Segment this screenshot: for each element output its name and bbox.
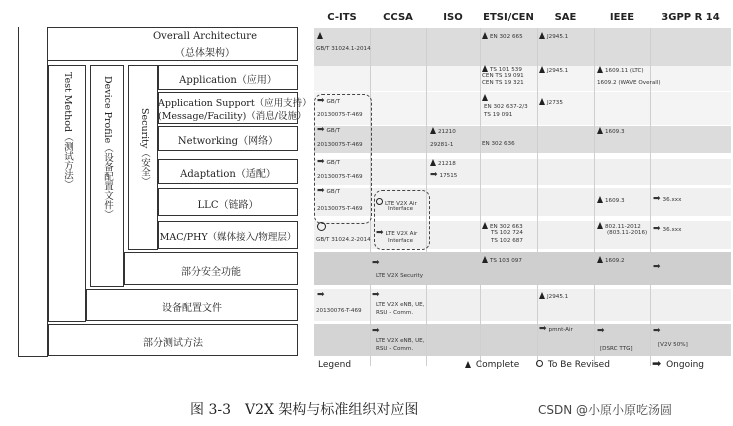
legend-complete-label: Complete	[475, 360, 520, 370]
cell-dev-cits: 20130076-T-469	[316, 308, 362, 314]
legend-revised	[536, 360, 610, 370]
cell-net-cits-2: 20130075-T-469	[317, 142, 363, 148]
cell-test-ccsa-arrow	[372, 328, 382, 336]
cell-text: J2945.1	[547, 294, 569, 300]
cell-llc-cits-2: 20130075-T-469	[317, 206, 363, 212]
legend-complete	[465, 360, 519, 370]
cell-appsup-etsi-2: EN 302 637-2/3	[484, 104, 528, 110]
cell-sec-ieee	[597, 256, 625, 265]
ongoing-arrow-icon: ➡	[317, 125, 325, 135]
cell-app-ieee	[597, 66, 644, 75]
layer-application-label: Application（应用）	[179, 75, 277, 86]
header-ccsa: CCSA	[383, 12, 413, 23]
header-3gpp: 3GPP R 14	[661, 12, 720, 23]
complete-triangle-icon	[430, 159, 436, 166]
device-profile-label: Device Profile（设备配置文件）	[102, 76, 113, 220]
legend-ongoing-label: Ongoing	[666, 360, 705, 370]
ongoing-arrow-icon: ➡	[653, 262, 661, 272]
cell-text: EN 302 665	[490, 34, 523, 40]
cell-sec-etsi	[482, 256, 522, 265]
cell-app-ieee-2: 1609.2 (WAVE Overall)	[597, 80, 661, 86]
cell-adapt-cits	[317, 159, 340, 167]
cell-dev-cits-arrow	[317, 292, 327, 300]
cell-net-ieee	[597, 127, 625, 136]
cell-appsup-cits	[317, 98, 340, 106]
complete-triangle-icon	[482, 222, 488, 229]
complete-triangle-icon	[482, 94, 488, 101]
cell-mac-3gpp	[653, 226, 681, 234]
device-config-label: 设备配置文件	[162, 303, 222, 314]
cell-appsup-etsi	[482, 94, 490, 103]
complete-triangle-icon	[597, 127, 603, 134]
cell-sec-3gpp-arrow	[653, 264, 663, 272]
ongoing-arrow-icon: ➡	[653, 194, 661, 204]
ongoing-arrow-icon: ➡	[539, 324, 547, 334]
cell-mac-etsi-3: TS 102 687	[491, 238, 523, 244]
legend-ongoing	[652, 357, 705, 370]
ongoing-arrow-icon: ➡	[317, 96, 325, 106]
cell-test-3gpp: [V2V 50%]	[658, 342, 688, 348]
header-ieee: IEEE	[609, 12, 635, 23]
cell-mac-ccsa	[376, 230, 417, 238]
test-part-label: 部分测试方法	[143, 338, 203, 349]
cell-overall-cits	[317, 32, 325, 41]
complete-triangle-icon	[482, 65, 488, 72]
test-method-label: Test Method（测试方法）	[62, 72, 73, 190]
complete-triangle-icon	[317, 32, 323, 39]
cell-llc-ieee	[597, 196, 625, 205]
complete-triangle-icon	[539, 98, 545, 105]
cell-sec-ccsa-arrow	[372, 260, 382, 268]
cell-app-sae	[539, 66, 568, 75]
complete-triangle-icon	[465, 361, 471, 368]
ongoing-arrow-icon: ➡	[372, 326, 380, 336]
ongoing-arrow-icon: ➡	[372, 258, 380, 268]
cell-text: 36.xxx	[662, 197, 682, 203]
cell-text: 21218	[438, 161, 456, 167]
band-networking	[314, 126, 731, 153]
band-security	[314, 252, 731, 285]
cell-net-iso	[430, 127, 456, 136]
complete-triangle-icon	[597, 66, 603, 73]
cell-text: 1609.3	[605, 198, 625, 204]
cell-dev-ccsa: LTE V2X eNB, UE,	[376, 302, 425, 308]
complete-triangle-icon	[430, 127, 436, 134]
ongoing-arrow-icon: ➡	[653, 326, 661, 336]
cell-net-iso-2: 29281-1	[430, 142, 454, 148]
cell-net-cits	[317, 127, 340, 135]
complete-triangle-icon	[539, 292, 545, 299]
revised-circle-icon	[317, 222, 326, 231]
header-sae: SAE	[554, 12, 577, 23]
ongoing-arrow-icon: ➡	[372, 290, 380, 300]
watermark: CSDN @小原小原吃汤圆	[538, 403, 673, 417]
cell-text: 21210	[438, 129, 456, 135]
cell-text: 1609.2	[605, 258, 625, 264]
ongoing-arrow-icon: ➡	[317, 157, 325, 167]
complete-triangle-icon	[597, 196, 603, 203]
complete-triangle-icon	[597, 222, 603, 229]
cell-overall-sae	[539, 32, 568, 41]
cell-appsup-cits-2: 20130075-T-469	[317, 112, 363, 118]
cell-llc-cits	[317, 188, 340, 196]
revised-circle-icon	[536, 360, 543, 367]
complete-triangle-icon	[539, 32, 545, 39]
layer-message-facility-label: (Message/Facility)（消息/设施）	[158, 111, 307, 122]
cell-app-etsi-2: CEN TS 19 091	[482, 73, 524, 79]
ongoing-arrow-icon: ➡	[317, 290, 325, 300]
cell-text: TS 103 097	[490, 258, 522, 264]
ongoing-arrow-icon: ➡	[376, 228, 384, 238]
cell-net-etsi: EN 302 636	[482, 141, 515, 147]
cell-appsup-etsi-3: TS 19 091	[484, 112, 513, 118]
cell-mac-cits	[317, 222, 328, 234]
cell-text: 1609.11 (LTC)	[605, 68, 644, 74]
cell-text: GB/T	[326, 128, 341, 134]
cell-text: GB/T	[326, 99, 341, 105]
cell-text: 802.11-2012	[605, 224, 641, 230]
header-c-its: C-ITS	[327, 12, 357, 23]
cell-appsup-sae	[539, 98, 563, 107]
layer-adaptation-label: Adaptation（适配）	[180, 169, 276, 180]
cell-llc-3gpp	[653, 196, 681, 204]
cell-llc-ccsa-2: Interface	[388, 206, 414, 212]
revised-circle-icon	[376, 198, 383, 205]
header-iso: ISO	[443, 12, 463, 23]
layer-mac-phy-label: MAC/PHY（媒体接入/物理层）	[159, 232, 297, 243]
ongoing-arrow-icon: ➡	[652, 357, 662, 370]
test-method-frame	[18, 27, 48, 357]
header-etsi-cen: ETSI/CEN	[483, 12, 534, 23]
complete-triangle-icon	[597, 256, 603, 263]
cell-adapt-iso-2	[430, 172, 457, 180]
cell-test-sae	[539, 326, 573, 334]
cell-test-ieee-arrow	[597, 328, 607, 336]
cell-text: TS 101 539	[490, 67, 522, 73]
col-sep	[537, 28, 538, 366]
cell-test-ieee: [DSRC TTG]	[600, 346, 633, 352]
layer-llc-label: LLC（链路）	[197, 200, 259, 211]
cell-dev-ccsa-2: RSU - Comm.	[376, 310, 414, 316]
security-functions-label: 部分安全功能	[181, 267, 241, 278]
cell-text: J2945.1	[547, 34, 569, 40]
cell-text: GB/T	[326, 189, 341, 195]
cell-mac-ieee-2: (803.11-2016)	[607, 230, 648, 236]
cell-text: EN 302 663	[490, 224, 523, 230]
cell-test-3gpp-arrow	[653, 328, 663, 336]
cell-text: pmnt-Air	[548, 327, 573, 333]
complete-triangle-icon	[482, 32, 488, 39]
security-label: Security（安全）	[139, 108, 150, 187]
cell-app-etsi-3: CEN TS 19 321	[482, 80, 524, 86]
col-sep	[650, 28, 651, 366]
ongoing-arrow-icon: ➡	[597, 326, 605, 336]
cell-dev-ccsa-arrow	[372, 292, 382, 300]
ongoing-arrow-icon: ➡	[430, 170, 438, 180]
complete-triangle-icon	[539, 66, 545, 73]
cell-text: J2735	[547, 100, 563, 106]
cell-mac-etsi-2: TS 102 724	[491, 230, 523, 236]
legend-title: Legend	[318, 360, 352, 370]
cell-text: J2945.1	[547, 68, 569, 74]
complete-triangle-icon	[482, 256, 488, 263]
band-adaptation	[314, 159, 731, 185]
cell-text: LTE V2X Air	[385, 201, 417, 207]
cell-sec-ccsa: LTE V2X Security	[376, 273, 424, 279]
layer-application-support-label: Application Support（应用支持）	[158, 98, 312, 109]
layer-networking-label: Networking（网络）	[177, 136, 279, 147]
cell-text: 17515	[439, 173, 458, 179]
ongoing-arrow-icon: ➡	[317, 186, 325, 196]
cell-text: 1609.3	[605, 129, 625, 135]
cell-test-ccsa-2: RSU - Comm.	[376, 346, 414, 352]
cell-overall-cits-text: GB/T 31024.1-2014	[316, 46, 371, 52]
figure-caption: 图 3-3 V2X 架构与标准组织对应图	[190, 402, 419, 418]
cell-mac-cits-2: GB/T 31024.2-2014	[316, 237, 371, 243]
cell-adapt-cits-2: 20130075-T-469	[317, 174, 363, 180]
cell-test-ccsa: LTE V2X eNB, UE,	[376, 338, 425, 344]
col-sep	[594, 28, 595, 366]
cell-overall-etsi	[482, 32, 523, 41]
cell-dev-sae	[539, 292, 568, 301]
overall-architecture-cn: （总体架构）	[175, 48, 235, 59]
cell-mac-ccsa-2: Interface	[388, 238, 414, 244]
standards-grid	[314, 8, 731, 376]
ongoing-arrow-icon: ➡	[653, 224, 661, 234]
col-sep	[480, 28, 481, 366]
overall-architecture-label: Overall Architecture	[152, 31, 258, 42]
cell-text: LTE V2X Air	[385, 231, 418, 237]
cell-adapt-iso	[430, 159, 456, 168]
legend-revised-label: To Be Revised	[547, 360, 610, 370]
cell-text: GB/T	[326, 160, 341, 166]
cell-text: 36.xxx	[662, 227, 682, 233]
